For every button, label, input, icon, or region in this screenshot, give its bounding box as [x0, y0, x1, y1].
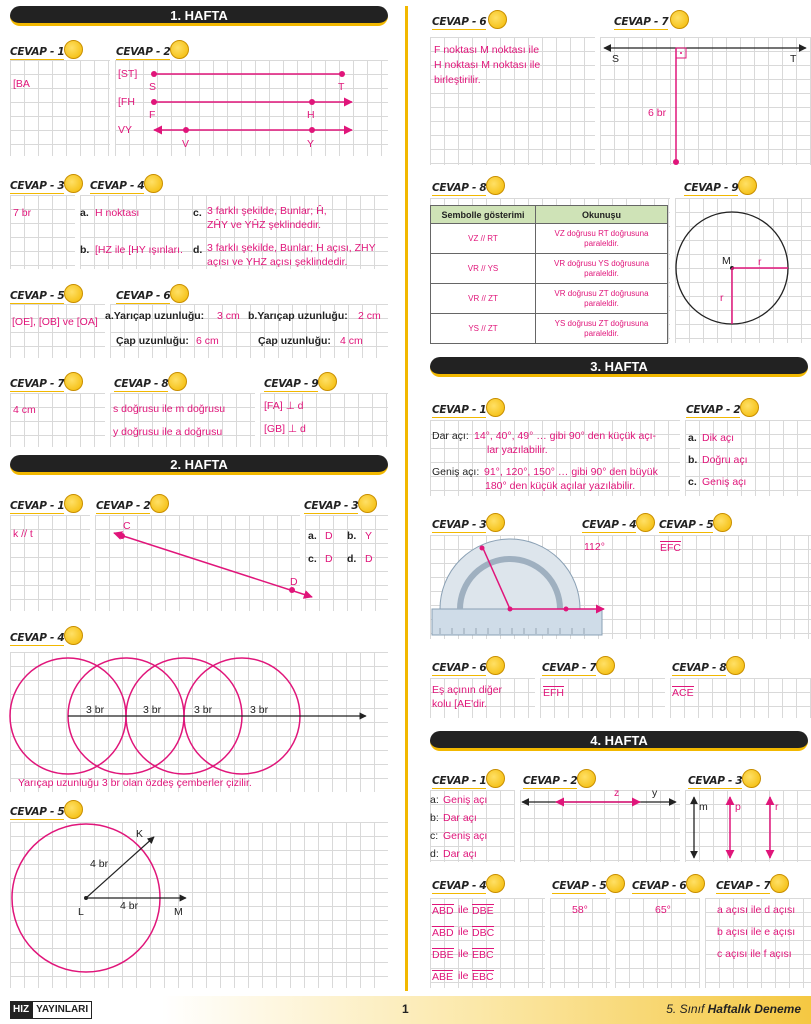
w2-c5-br1: 4 br: [90, 858, 109, 870]
w1-c4-b-text: [HZ ile [HY ışınları.: [95, 244, 183, 256]
w4-c4-r2a: ABD: [432, 927, 454, 939]
w3-c6-line1: Eş açının diğer: [432, 684, 503, 696]
week3-banner: 3. HAFTA: [430, 357, 808, 377]
w3-c1-dar-l1: 14°, 40°, 49° … gibi 90° den küçük açı-: [474, 430, 656, 442]
w1-c1-answer: [BA: [13, 78, 30, 90]
w4-c1-a-val: Geniş açı: [443, 794, 488, 806]
table-cell: VZ // RT: [431, 224, 536, 254]
w4-c1-c-val: Geniş açı: [443, 830, 488, 842]
w1-c6-b-val: 2 cm: [358, 310, 381, 322]
w4-c1-label: CEVAP - 1: [432, 775, 487, 787]
w2-c4-br-1: 3 br: [86, 704, 105, 716]
w4-c4-r3b: EBC: [472, 949, 494, 961]
w3-c7-label: CEVAP - 7: [542, 662, 597, 674]
w2-c3-a: a.: [308, 530, 317, 542]
mascot-icon: [770, 874, 789, 893]
mascot-icon: [486, 874, 505, 893]
w3-c2-c-val: Geniş açı: [702, 476, 747, 488]
w1-c2-row2: [FH: [118, 96, 135, 108]
point-V: V: [182, 138, 190, 150]
w3-c1-genis-l1: 91°, 120°, 150° … gibi 90° den büyük: [484, 466, 658, 478]
w4-c1-b: b:: [430, 812, 439, 824]
w4-c2-label: CEVAP - 2: [523, 775, 578, 787]
w4-c7-line3: c açısı ile f açısı: [717, 948, 792, 960]
w1-c6-a-val: 3 cm: [217, 310, 240, 322]
w1-c9-line2: [GB] ⊥ d: [264, 423, 306, 435]
w4-c3-p: p: [735, 801, 741, 813]
w1-c5-label: CEVAP - 5: [10, 290, 65, 302]
w2-c1-label: CEVAP - 1: [10, 500, 65, 512]
w2-c5-label: CEVAP - 5: [10, 806, 65, 818]
w1-c4-d-line1: 3 farklı şekilde, Bunlar; H açısı, ZHY: [207, 242, 376, 254]
w1-c6-c: Çap uzunluğu:: [116, 335, 189, 347]
w4-c4-r4a: ABE: [432, 971, 454, 983]
w2-c3-b: b.: [347, 530, 357, 542]
w2-c4-label: CEVAP - 4: [10, 632, 65, 644]
w2-c3-c: c.: [308, 553, 317, 565]
footer-title: [666, 1002, 801, 1016]
w4-c2-z: z: [614, 787, 620, 799]
r-c6-line2: H noktası M noktası ile: [434, 59, 541, 71]
table-cell: VR // ZT: [431, 284, 536, 314]
w3-c4-label: CEVAP - 4: [582, 519, 637, 531]
footer-exam: Haftalık Deneme: [707, 1002, 801, 1016]
w1-c2-row1: [ST]: [118, 68, 138, 80]
w3-c3-label: CEVAP - 3: [432, 519, 487, 531]
w4-c4-r1a: ABD: [432, 905, 454, 917]
w3-c7-answer: EFH: [543, 687, 564, 699]
w2-c4-br-4: 3 br: [250, 704, 269, 716]
w3-c8-answer: ACE: [672, 687, 694, 699]
point-S: S: [612, 53, 620, 65]
r-c9-radius2: r: [720, 292, 724, 304]
w2-c1-answer: k // t: [13, 528, 33, 540]
w3-c2-c: c.: [688, 476, 697, 488]
w2-c4-br-2: 3 br: [143, 704, 162, 716]
r-c6-line1: F noktası M noktası ile: [434, 44, 540, 56]
table-header-symbol: Sembolle gösterimi: [431, 206, 536, 224]
table-cell: YS doğrusu ZT doğrusuna paraleldir.: [536, 314, 668, 344]
w4-c3-m: m: [699, 801, 708, 813]
footer-grade: 5. Sınıf: [666, 1002, 705, 1016]
w1-c4-b-letter: b.: [80, 244, 90, 256]
table-cell: VZ doğrusu RT doğrusuna paraleldir.: [536, 224, 668, 254]
w1-c8-line2: y doğrusu ile a doğrusu: [113, 426, 223, 438]
r-c6-line3: birleştirilir.: [434, 74, 481, 86]
point-M: M: [174, 906, 183, 918]
w1-c1-label: CEVAP - 1: [10, 46, 65, 58]
w1-c9-line1: [FA] ⊥ d: [264, 400, 304, 412]
w4-c7-line1: a açısı ile d açısı: [717, 904, 796, 916]
point-F: F: [149, 109, 156, 121]
w4-c7-label: CEVAP - 7: [716, 880, 771, 892]
w1-c3-answer: 7 br: [13, 207, 32, 219]
w1-c7-label: CEVAP - 7: [10, 378, 65, 390]
w4-c1-d: d:: [430, 848, 439, 860]
w3-c1-label: CEVAP - 1: [432, 404, 487, 416]
point-L: L: [78, 906, 84, 918]
w1-c2-label: CEVAP - 2: [116, 46, 171, 58]
point-K: K: [136, 828, 144, 840]
r-c7-br: 6 br: [648, 107, 667, 119]
w4-c1-d-val: Dar açı: [443, 848, 477, 860]
w4-c1-b-val: Dar açı: [443, 812, 477, 824]
w1-c6-d: Çap uzunluğu:: [258, 335, 331, 347]
w1-c6-d-val: 4 cm: [340, 335, 363, 347]
w2-c3-d: d.: [347, 553, 357, 565]
w4-c4-ile: ile: [458, 926, 469, 938]
w1-c4-d-letter: d.: [193, 244, 203, 256]
w2-c3-a-val: D: [325, 530, 333, 542]
publisher-logo: [10, 1001, 92, 1019]
w3-c1-genis: Geniş açı:: [432, 466, 480, 478]
w1-c6-label: CEVAP - 6: [116, 290, 171, 302]
w2-c3-d-val: D: [365, 553, 373, 565]
w1-c4-a-letter: a.: [80, 207, 89, 219]
r-c7-label: CEVAP - 7: [614, 16, 669, 28]
w2-c4-br-3: 3 br: [194, 704, 213, 716]
table-cell: VR // YS: [431, 254, 536, 284]
w1-c4-c-line2: ZĤY ve YĤZ şeklindedir.: [207, 219, 321, 231]
w2-c2-label: CEVAP - 2: [96, 500, 151, 512]
r-c6-label: CEVAP - 6: [432, 16, 487, 28]
w4-c1-c: c:: [430, 830, 439, 842]
point-M: M: [722, 255, 731, 267]
point-Y: Y: [307, 138, 315, 150]
w2-c5-br2: 4 br: [120, 900, 139, 912]
w3-c6-label: CEVAP - 6: [432, 662, 487, 674]
w4-c6-answer: 65°: [655, 904, 671, 916]
w1-c8-line1: s doğrusu ile m doğrusu: [113, 403, 226, 415]
w3-c5-label: CEVAP - 5: [659, 519, 714, 531]
w3-c2-label: CEVAP - 2: [686, 404, 741, 416]
w4-c7-line2: b açısı ile e açısı: [717, 926, 796, 938]
table-cell: VR doğrusu ZT doğrusuna paraleldir.: [536, 284, 668, 314]
r-c8-label: CEVAP - 8: [432, 182, 487, 194]
logo-part-1: HIZ: [10, 1001, 32, 1019]
mascot-icon: [606, 874, 625, 893]
w4-c2-y: y: [652, 787, 658, 799]
w2-c4-note: Yarıçap uzunluğu 3 br olan özdeş çemberler çizilir.: [18, 777, 252, 789]
logo-part-2: YAYINLARI: [32, 1001, 92, 1019]
w2-c3-b-val: Y: [365, 530, 373, 542]
w1-c7-answer: 4 cm: [13, 404, 36, 416]
table-cell: YS // ZT: [431, 314, 536, 344]
w4-c4-ile: ile: [458, 948, 469, 960]
point-H: H: [307, 109, 315, 121]
r-c9-radius1: r: [758, 256, 762, 268]
table-cell: VR doğrusu YS doğrusuna paraleldir.: [536, 254, 668, 284]
w1-c4-d-line2: açısı ve YHZ açısı şeklindedir.: [207, 256, 348, 268]
w1-c6-b: b.Yarıçap uzunluğu:: [248, 310, 348, 322]
mascot-icon: [686, 874, 705, 893]
w4-c4-label: CEVAP - 4: [432, 880, 487, 892]
w3-c4-answer: 112°: [584, 541, 605, 553]
w4-c6-label: CEVAP - 6: [632, 880, 687, 892]
week1-banner: 1. HAFTA: [10, 6, 388, 26]
w4-c4-r4b: EBC: [472, 971, 494, 983]
r-c9-label: CEVAP - 9: [684, 182, 739, 194]
w2-c3-c-val: D: [325, 553, 333, 565]
w4-c1-a: a:: [430, 794, 439, 806]
w4-c4-ile: ile: [458, 970, 469, 982]
week4-banner: 4. HAFTA: [430, 731, 808, 751]
point-D: D: [290, 576, 298, 588]
w1-c8-label: CEVAP - 8: [114, 378, 169, 390]
w1-c5-answer: [OE], [OB] ve [OA]: [12, 316, 98, 328]
w4-c4-r3a: DBE: [432, 949, 454, 961]
w3-c2-a: a.: [688, 432, 697, 444]
w3-c5-answer: EFC: [660, 542, 681, 554]
w3-c2-a-val: Dik açı: [702, 432, 735, 444]
w3-c1-genis-l2: 180° den küçük açılar yazılabilir.: [485, 480, 636, 492]
w3-c8-label: CEVAP - 8: [672, 662, 727, 674]
w4-c3-r: r: [775, 801, 779, 813]
w4-c4-r1b: DBE: [472, 905, 494, 917]
w4-c4-r2b: DBC: [472, 927, 495, 939]
w3-c2-b-val: Doğru açı: [702, 454, 748, 466]
w1-c4-label: CEVAP - 4: [90, 180, 145, 192]
w4-c3-label: CEVAP - 3: [688, 775, 743, 787]
w1-c2-row3: VY: [118, 124, 133, 136]
w1-c3-label: CEVAP - 3: [10, 180, 65, 192]
w1-c6-c-val: 6 cm: [196, 335, 219, 347]
w4-c5-answer: 58°: [572, 904, 588, 916]
w3-c1-dar-l2: lar yazılabilir.: [487, 444, 548, 456]
w3-c2-b: b.: [688, 454, 698, 466]
w4-c4-ile: ile: [458, 904, 469, 916]
point-S: S: [149, 81, 157, 93]
w1-c6-a: a.Yarıçap uzunluğu:: [105, 310, 205, 322]
w1-c9-label: CEVAP - 9: [264, 378, 319, 390]
w1-c4-a-text: H noktası: [95, 207, 140, 219]
w1-c4-c-line1: 3 farklı şekilde, Bunlar; Ĥ,: [207, 205, 327, 217]
w4-c5-label: CEVAP - 5: [552, 880, 607, 892]
w3-c1-dar: Dar açı:: [432, 430, 469, 442]
point-T: T: [338, 81, 345, 93]
w2-c3-label: CEVAP - 3: [304, 500, 359, 512]
point-C: C: [123, 520, 131, 532]
table-header-reading: Okunuşu: [536, 206, 668, 224]
w3-c6-line2: kolu [AE'dir.: [432, 698, 488, 710]
page-number: 1: [402, 1002, 409, 1016]
w1-c4-c-letter: c.: [193, 207, 202, 219]
point-T: T: [790, 53, 797, 65]
week2-banner: 2. HAFTA: [10, 455, 388, 475]
